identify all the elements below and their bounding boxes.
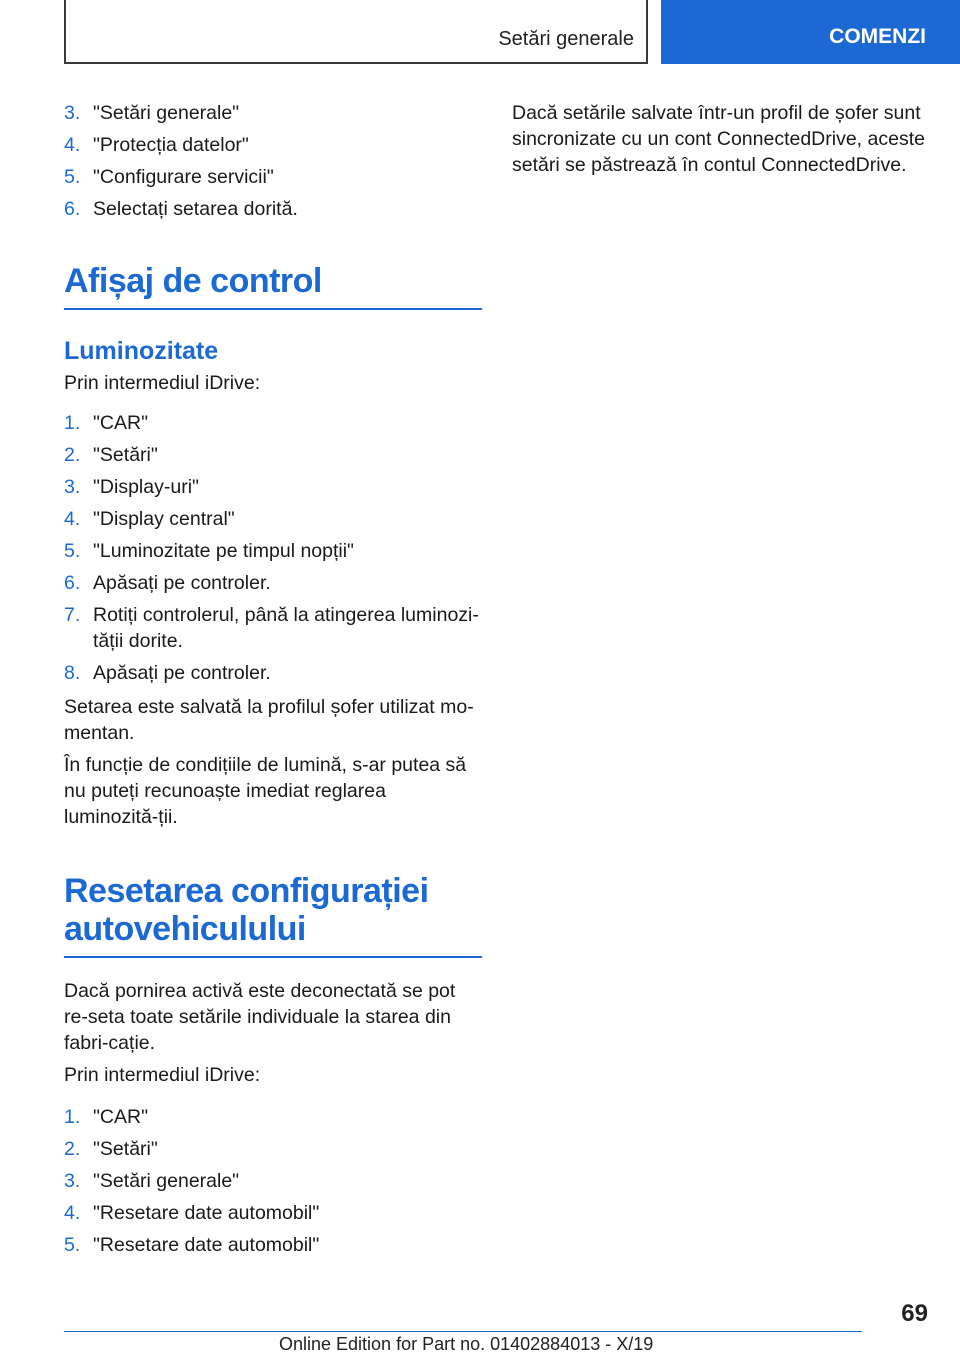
- header-chapter-tab-label: COMENZI: [829, 25, 926, 48]
- page-number: 69: [901, 1300, 928, 1327]
- list-item: 5. "Configurare servicii": [64, 166, 274, 188]
- list-item: 1. "CAR": [64, 412, 149, 434]
- paragraph-light-conditions: În funcție de condițiile de lumină, s-ar putea să nu puteți recunoaște imediat reglarea luminozită-ții.: [64, 754, 467, 828]
- header-section-box: [64, 0, 648, 64]
- list-item: 2. "Setări": [64, 1138, 158, 1160]
- footer-edition: Online Edition for Part no. 01402884013 - X/19: [279, 1334, 654, 1354]
- heading-display-control: Afișaj de control: [64, 262, 482, 310]
- list-item: 6. Selectați setarea dorită.: [64, 198, 298, 220]
- list-item: 5. "Luminozitate pe timpul nopții": [64, 540, 354, 562]
- list-item: 1. "CAR": [64, 1106, 149, 1128]
- paragraph-saved-profile: Setarea este salvată la profilul șofer utilizat mo-mentan.: [64, 696, 474, 744]
- list-item: 2. "Setări": [64, 444, 158, 466]
- list-item: 3. "Setări generale": [64, 1170, 240, 1192]
- list-item: 6. Apăsați pe controler.: [64, 572, 271, 594]
- header-section-title: Setări generale: [498, 28, 634, 50]
- via-idrive-text: Prin intermediul iDrive:: [64, 372, 261, 394]
- list-item: 4. "Protecția datelor": [64, 134, 249, 156]
- list-brightness: [64, 410, 482, 686]
- list-item: 8. Apăsați pe controler.: [64, 662, 271, 684]
- list-item: 7. Rotiți controlerul, până la atingerea luminozi-tății dorite.: [64, 604, 479, 652]
- footer-divider: [64, 1331, 862, 1332]
- list-item: 4. "Display central": [64, 508, 235, 530]
- via-idrive-text: Prin intermediul iDrive:: [64, 1064, 261, 1086]
- right-column: [512, 100, 932, 184]
- paragraph-connecteddrive: Dacă setările salvate într-un profil de șofer sunt sincronizate cu un cont ConnectedDrive, aceste setări se păstrează în contul ConnectedDrive.: [512, 102, 925, 176]
- list-item: 4. "Resetare date automobil": [64, 1202, 320, 1224]
- list-reset: [64, 1104, 482, 1258]
- paragraph-reset-info: Dacă pornirea activă este deconectată se pot re-seta toate setările individuale la starea din fabri-cație.: [64, 980, 456, 1054]
- list-item: 3. "Setări generale": [64, 102, 240, 124]
- header-chapter-tab[interactable]: [661, 0, 960, 64]
- heading-reset-configuration: Resetarea configurației autovehiculului: [64, 872, 482, 958]
- list-item: 3. "Display-uri": [64, 476, 199, 498]
- left-column: [64, 100, 482, 1266]
- heading-brightness: Luminozitate: [64, 337, 219, 365]
- list-item: 5. "Resetare date automobil": [64, 1234, 320, 1256]
- list-top: [64, 100, 482, 222]
